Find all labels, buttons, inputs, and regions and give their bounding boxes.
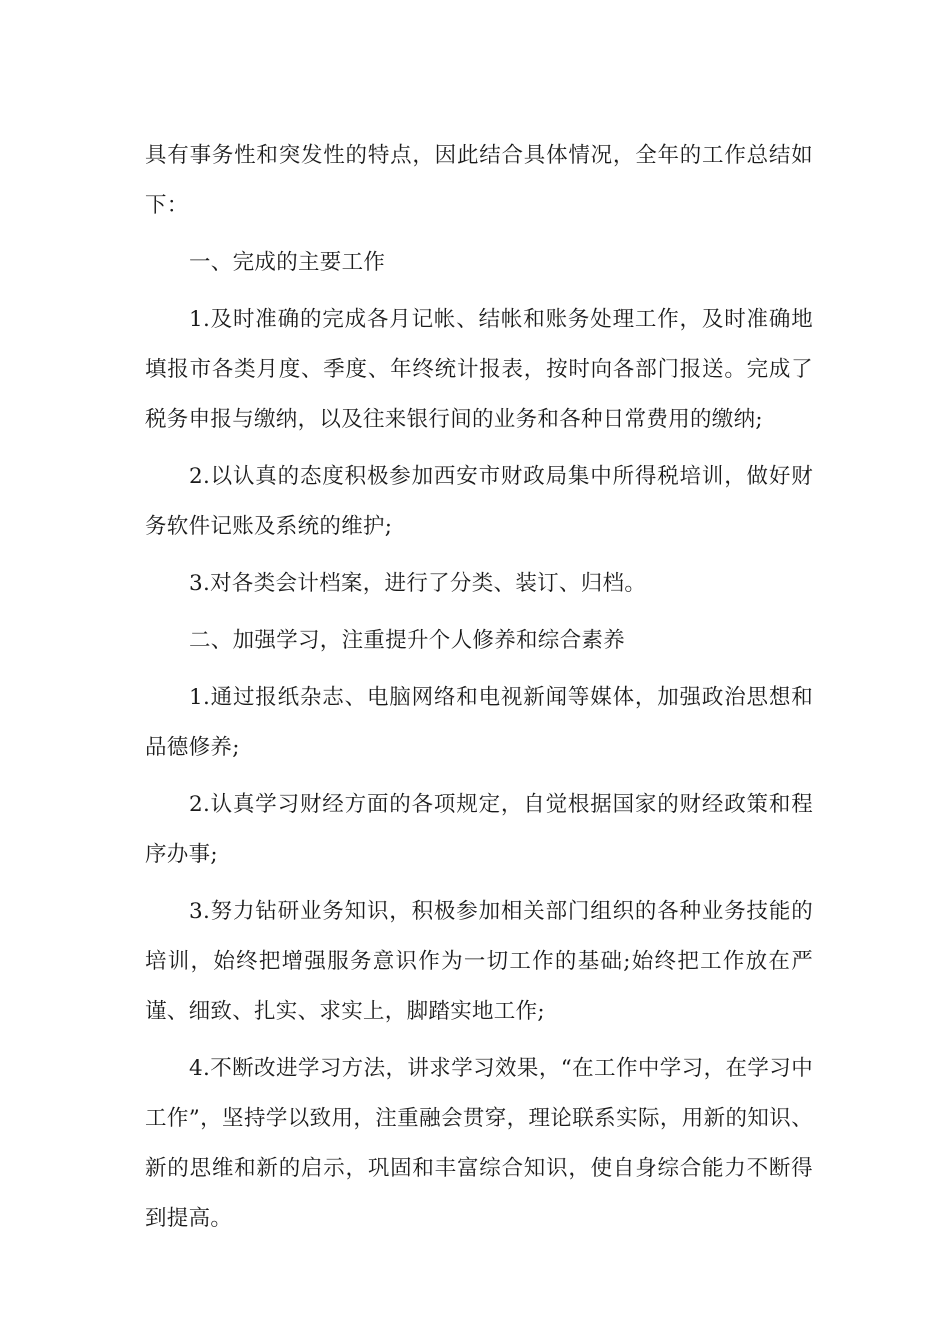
section-heading-main-work: 一、完成的主要工作 (189, 250, 386, 275)
paragraph-item-1-3: 3.对各类会计档案，进行了分类、装订、归档。 (189, 571, 647, 596)
section-heading-learning: 二、加强学习，注重提升个人修养和综合素养 (189, 628, 626, 653)
paragraph-item-2-2: 2.认真学习财经方面的各项规定，自觉根据国家的财经政策和程序办事; (145, 792, 813, 867)
paragraph-item-2-3: 3.努力钻研业务知识，积极参加相关部门组织的各种业务技能的培训，始终把增强服务意识作为一切工作的基础;始终把工作放在严谨、细致、扎实、求实上，脚踏实地工作; (145, 899, 813, 1024)
paragraph-item-2-4: 4.不断改进学习方法，讲求学习效果，“在工作中学习，在学习中工作”，坚持学以致用，注重融会贯穿，理论联系实际，用新的知识、新的思维和新的启示，巩固和丰富综合知识，使自身综合能力不断得到提高。 (145, 1056, 813, 1231)
paragraph-item-1-1: 1.及时准确的完成各月记帐、结帐和账务处理工作，及时准确地填报市各类月度、季度、年终统计报表，按时向各部门报送。完成了税务申报与缴纳，以及往来银行间的业务和各种日常费用的缴纳; (145, 307, 813, 432)
paragraph-item-2-1: 1.通过报纸杂志、电脑网络和电视新闻等媒体，加强政治思想和品德修养; (145, 685, 813, 760)
paragraph-item-1-2: 2.以认真的态度积极参加西安市财政局集中所得税培训，做好财务软件记账及系统的维护; (145, 464, 813, 539)
paragraph-intro: 具有事务性和突发性的特点，因此结合具体情况，全年的工作总结如下： (145, 143, 813, 218)
document-body (145, 131, 813, 1251)
